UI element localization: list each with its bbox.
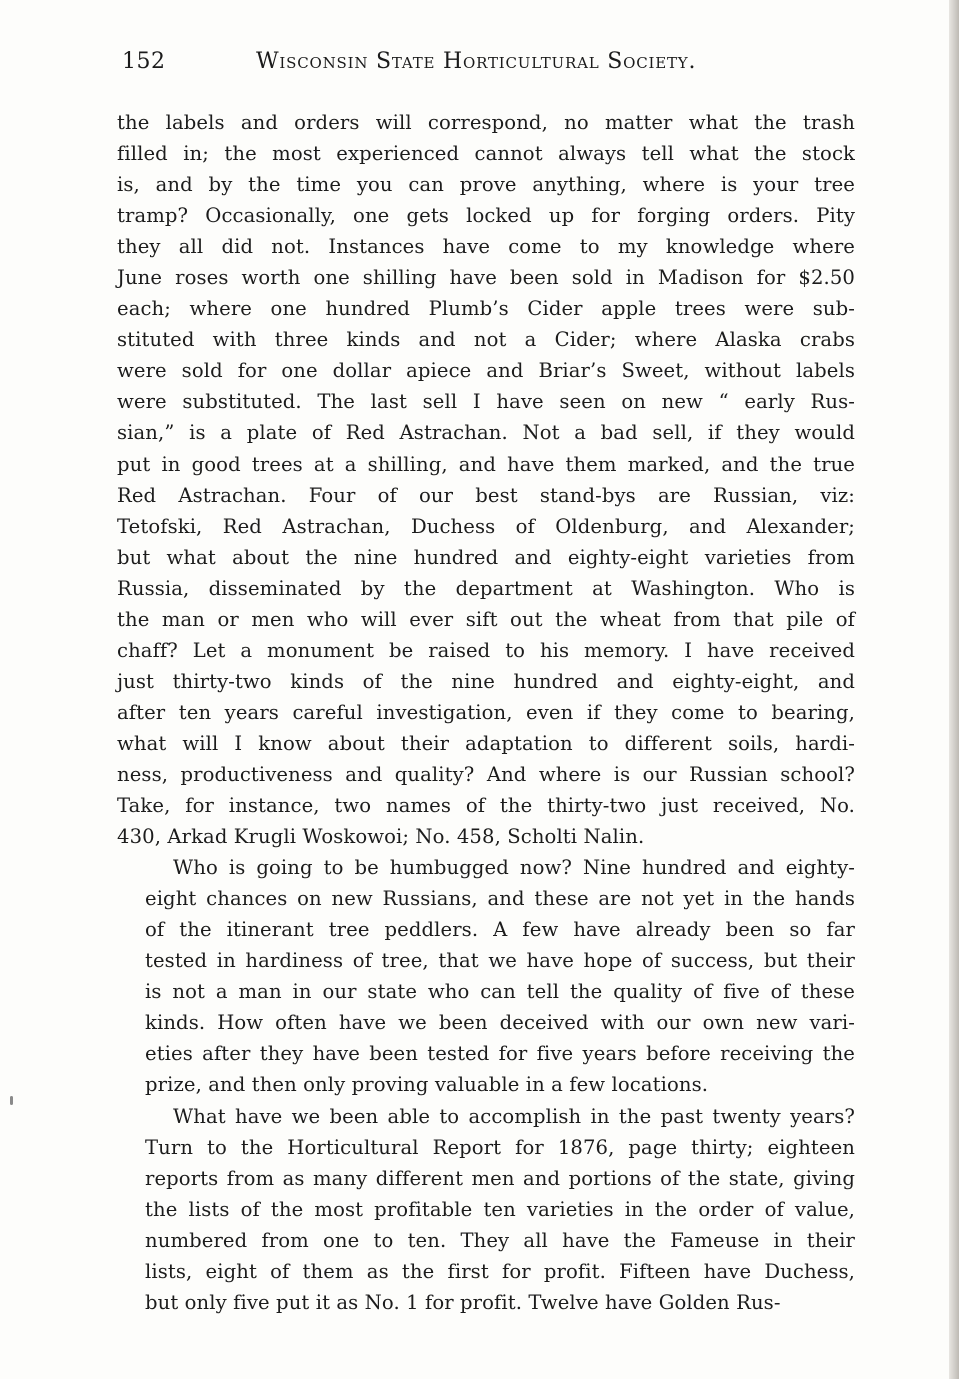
text-line: were sold for one dollar apiece and Briar’s Sweet, without labels [117, 359, 855, 383]
page-edge-shadow [949, 0, 959, 1379]
text-line: Turn to the Horticultural Report for 1876, page thirty; eighteen [145, 1135, 855, 1159]
text-line: is, and by the time you can prove anything, where is your tree [117, 173, 855, 197]
text-line: Tetofski, Red Astrachan, Duchess of Oldenburg, and Alexander; [117, 514, 855, 538]
text-line: Russia, disseminated by the department at Washington. Who is [117, 576, 855, 600]
text-line: 430, Arkad Krugli Woskowoi; No. 458, Scholti Nalin. [117, 825, 645, 849]
text-line: chaff? Let a monument be raised to his memory. I have received [117, 638, 855, 662]
text-line: tramp? Occasionally, one gets locked up for forging orders. Pity [117, 204, 855, 228]
text-line: Who is going to be humbugged now? Nine hundred and eighty- [173, 856, 855, 880]
text-line: reports from as many different men and portions of the state, giving [145, 1166, 855, 1190]
text-line: eties after they have been tested for five years before receiving the [145, 1042, 855, 1066]
page-header [122, 45, 882, 85]
text-line: after ten years careful investigation, even if they come to bearing, [117, 700, 855, 724]
text-line: prize, and then only proving valuable in a few locations. [145, 1073, 709, 1097]
paragraph [117, 852, 855, 1100]
paragraph [117, 107, 855, 852]
text-line: Red Astrachan. Four of our best stand-bys are Russian, viz: [117, 483, 855, 507]
text-line: ness, productiveness and quality? And where is our Russian school? [117, 762, 855, 786]
text-line: were substituted. The last sell I have seen on new “ early Rus- [117, 390, 855, 414]
text-line: What have we been able to accomplish in the past twenty years? [173, 1104, 855, 1128]
text-line: they all did not. Instances have come to my knowledge where [117, 235, 855, 259]
text-line: filled in; the most experienced cannot always tell what the stock [117, 142, 855, 166]
text-line: Take, for instance, two names of the thirty-two just received, No. [117, 794, 855, 818]
text-line: kinds. How often have we been deceived with our own new vari- [145, 1011, 855, 1035]
paragraph [117, 1101, 855, 1318]
ink-speck [10, 1096, 13, 1105]
text-line: lists, eight of them as the first for profit. Fifteen have Duchess, [145, 1259, 855, 1283]
text-line: sian,” is a plate of Red Astrachan. Not a bad sell, if they would [117, 421, 855, 445]
text-line: just thirty-two kinds of the nine hundred and eighty-eight, and [117, 669, 855, 693]
body-text [117, 107, 855, 1318]
text-line: is not a man in our state who can tell the quality of five of these [145, 980, 855, 1004]
page-number: 152 [122, 49, 166, 74]
text-line: each; where one hundred Plumb’s Cider apple trees were sub- [117, 297, 855, 321]
text-line: of the itinerant tree peddlers. A few have already been so far [145, 918, 855, 942]
text-line: but only five put it as No. 1 for profit. Twelve have Golden Rus- [145, 1290, 781, 1314]
text-line: the man or men who will ever sift out the wheat from that pile of [117, 607, 855, 631]
text-line: the labels and orders will correspond, no matter what the trash [117, 111, 855, 134]
text-line: June roses worth one shilling have been sold in Madison for $2.50 [117, 266, 855, 290]
text-line: the lists of the most profitable ten varieties in the order of value, [145, 1197, 855, 1221]
running-head: Wisconsin State Horticultural Society. [256, 49, 697, 74]
text-line: put in good trees at a shilling, and have them marked, and the true [117, 452, 855, 476]
text-line: numbered from one to ten. They all have the Fameuse in their [145, 1228, 855, 1252]
text-line: what will I know about their adaptation to different soils, hardi- [117, 731, 855, 755]
text-line: eight chances on new Russians, and these are not yet in the hands [145, 887, 855, 911]
text-line: stituted with three kinds and not a Cider; where Alaska crabs [117, 328, 855, 352]
text-line: but what about the nine hundred and eighty-eight varieties from [117, 545, 855, 569]
text-line: tested in hardiness of tree, that we have hope of success, but their [145, 949, 855, 973]
